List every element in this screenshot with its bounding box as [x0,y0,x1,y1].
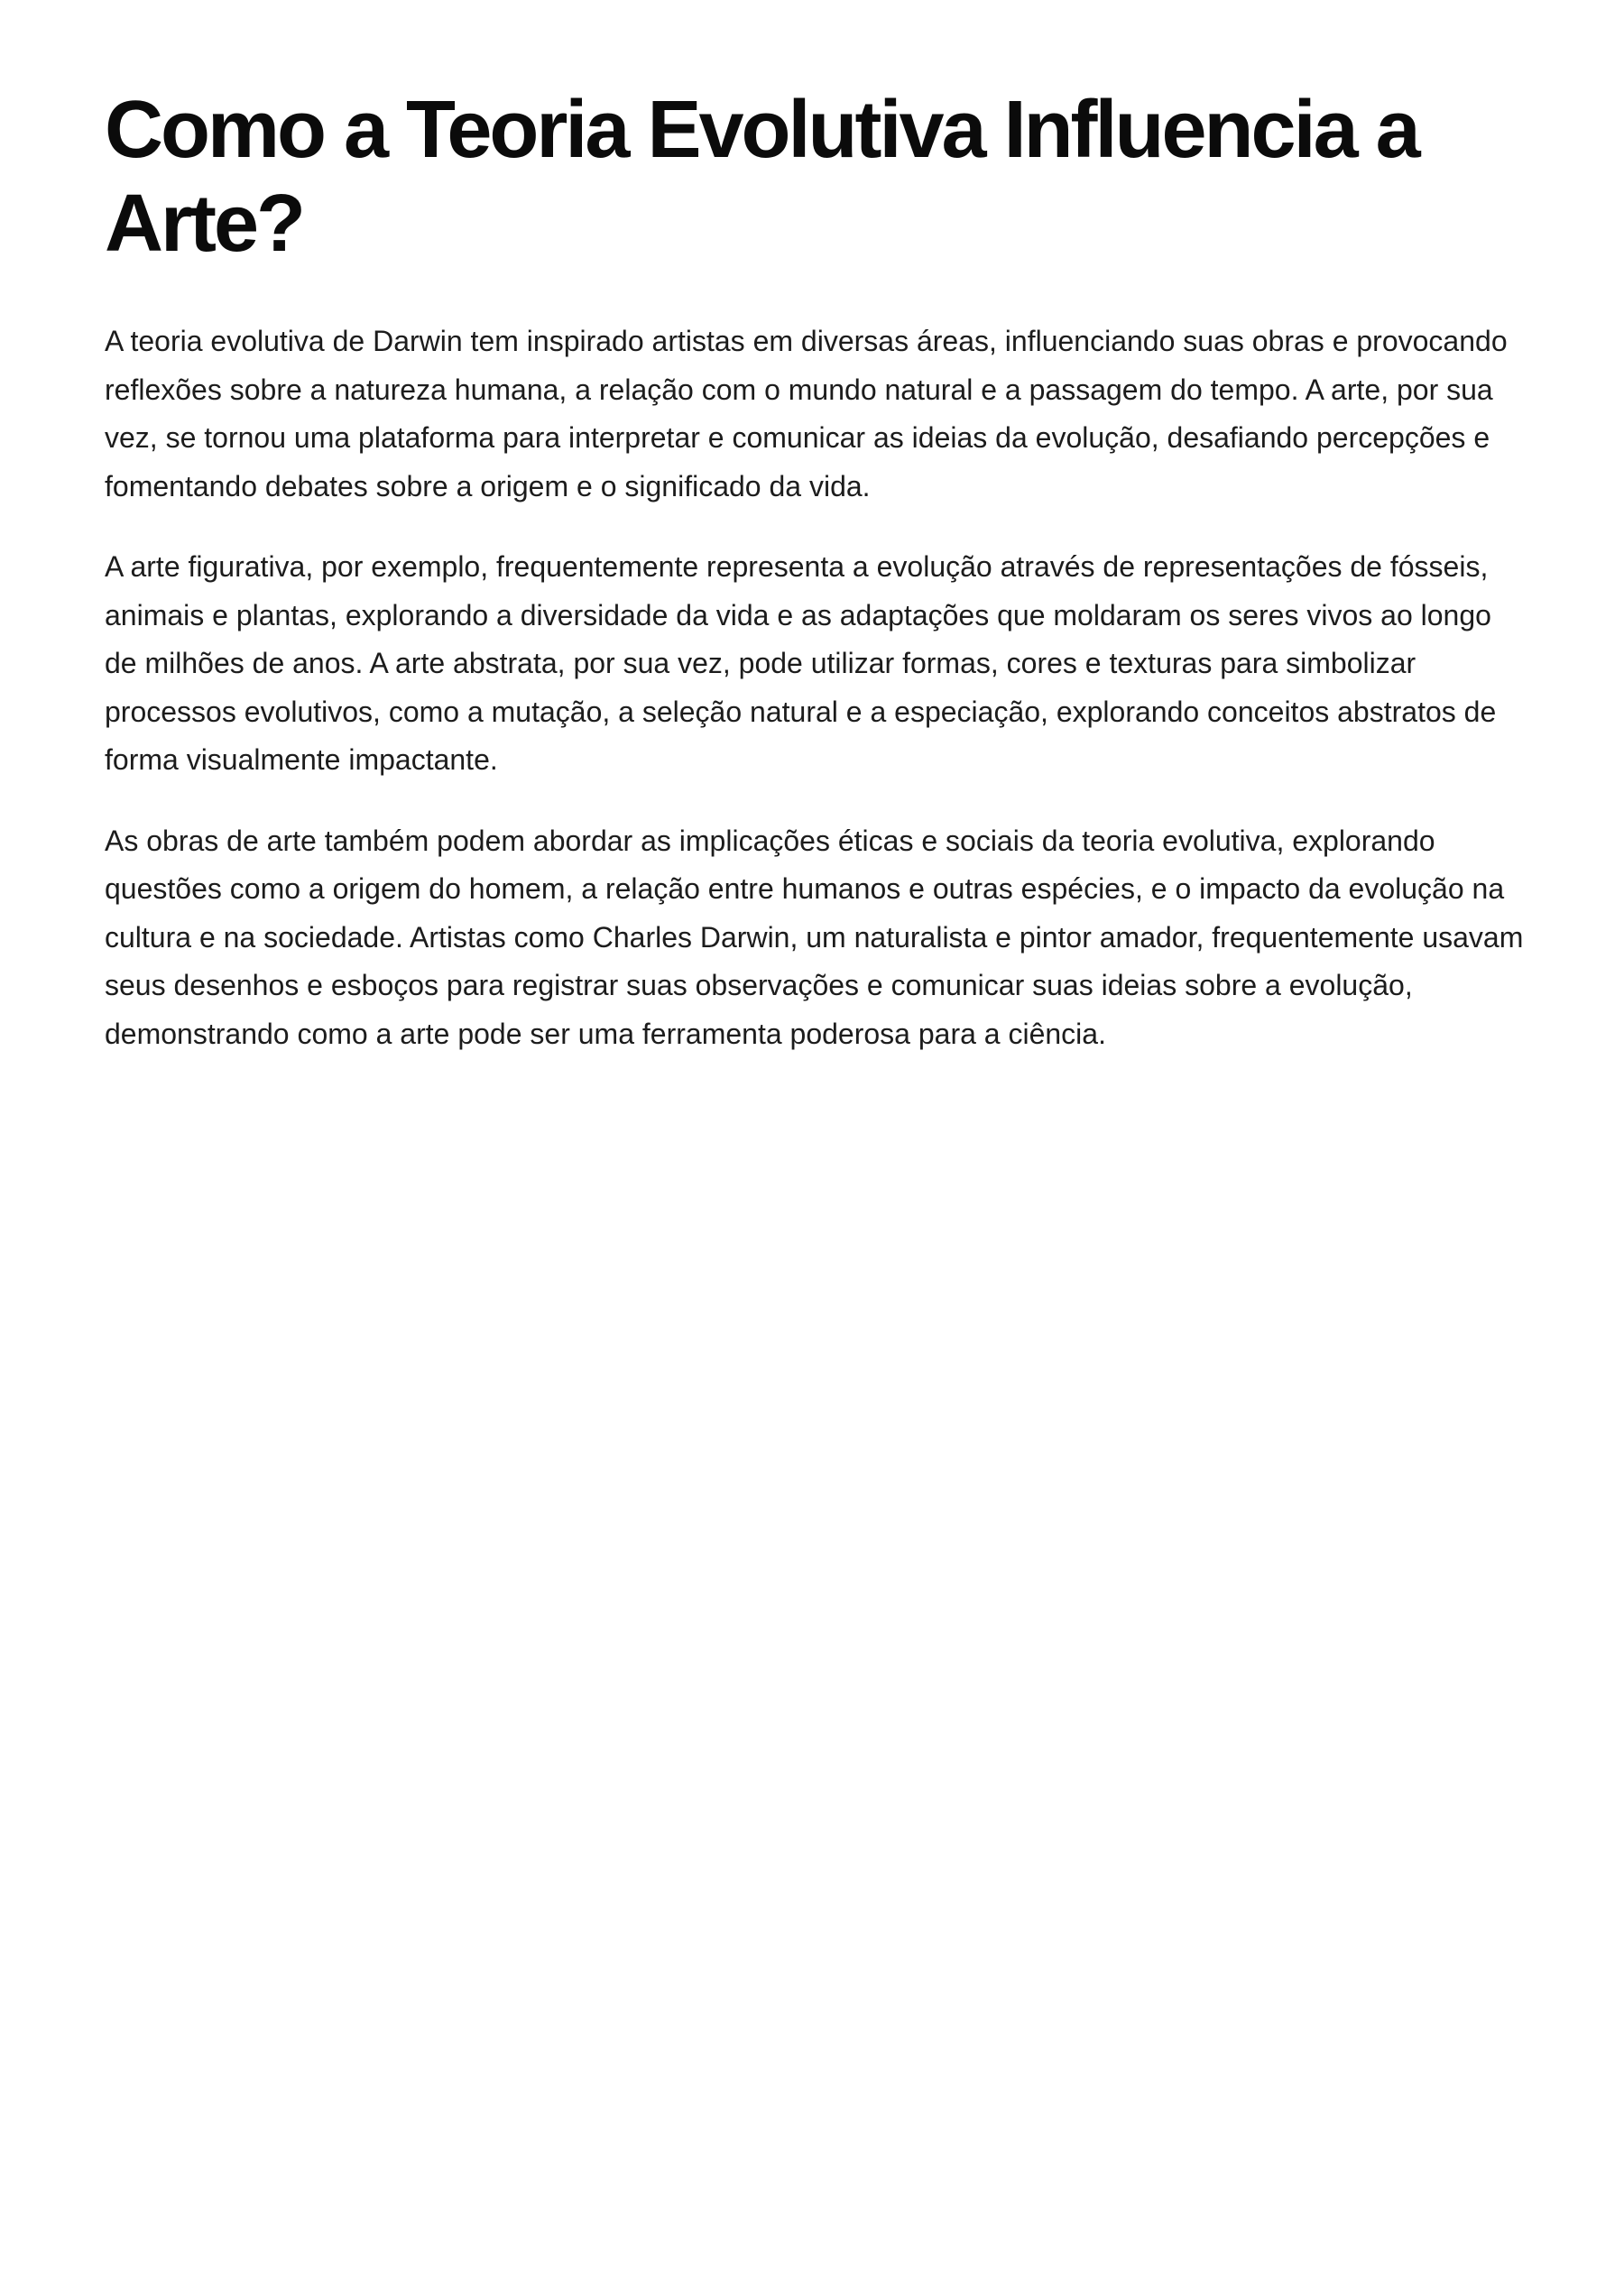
paragraph-2: A arte figurativa, por exemplo, frequentemente representa a evolução através de representações de fósseis, animais e plantas, explorando a diversidade da vida e as adaptações que moldaram os seres vivos ao longo de milhões de anos. A arte abstrata, por sua vez, pode utilizar formas, cores e texturas para simbolizar processos evolutivos, como a mutação, a seleção natural e a especiação, explorando conceitos abstratos de forma visualmente impactante. [105,550,1497,776]
paragraph-3: As obras de arte também podem abordar as implicações éticas e sociais da teoria evolutiva, explorando questões como a origem do homem, a relação entre humanos e outras espécies, e o impacto da evolução na cultura e na sociedade. Artistas como Charles Darwin, um naturalista e pintor amador, frequentemente usavam seus desenhos e esboços para registrar suas observações e comunicar suas ideias sobre a evolução, demonstrando como a arte pode ser uma ferramenta poderosa para a ciência. [105,824,1524,1050]
paragraph-1: A teoria evolutiva de Darwin tem inspirado artistas em diversas áreas, influenciando suas obras e provocando reflexões sobre a natureza humana, a relação com o mundo natural e a passagem do tempo. A arte, por sua vez, se tornou uma plataforma para interpretar e comunicar as ideias da evolução, desafiando percepções e fomentando debates sobre a origem e o significado da vida. [105,325,1508,502]
document-body [105,318,1530,1058]
document-content [105,83,1530,1091]
page-title: Como a Teoria Evolutiva Influencia a Arte? [105,85,1418,269]
